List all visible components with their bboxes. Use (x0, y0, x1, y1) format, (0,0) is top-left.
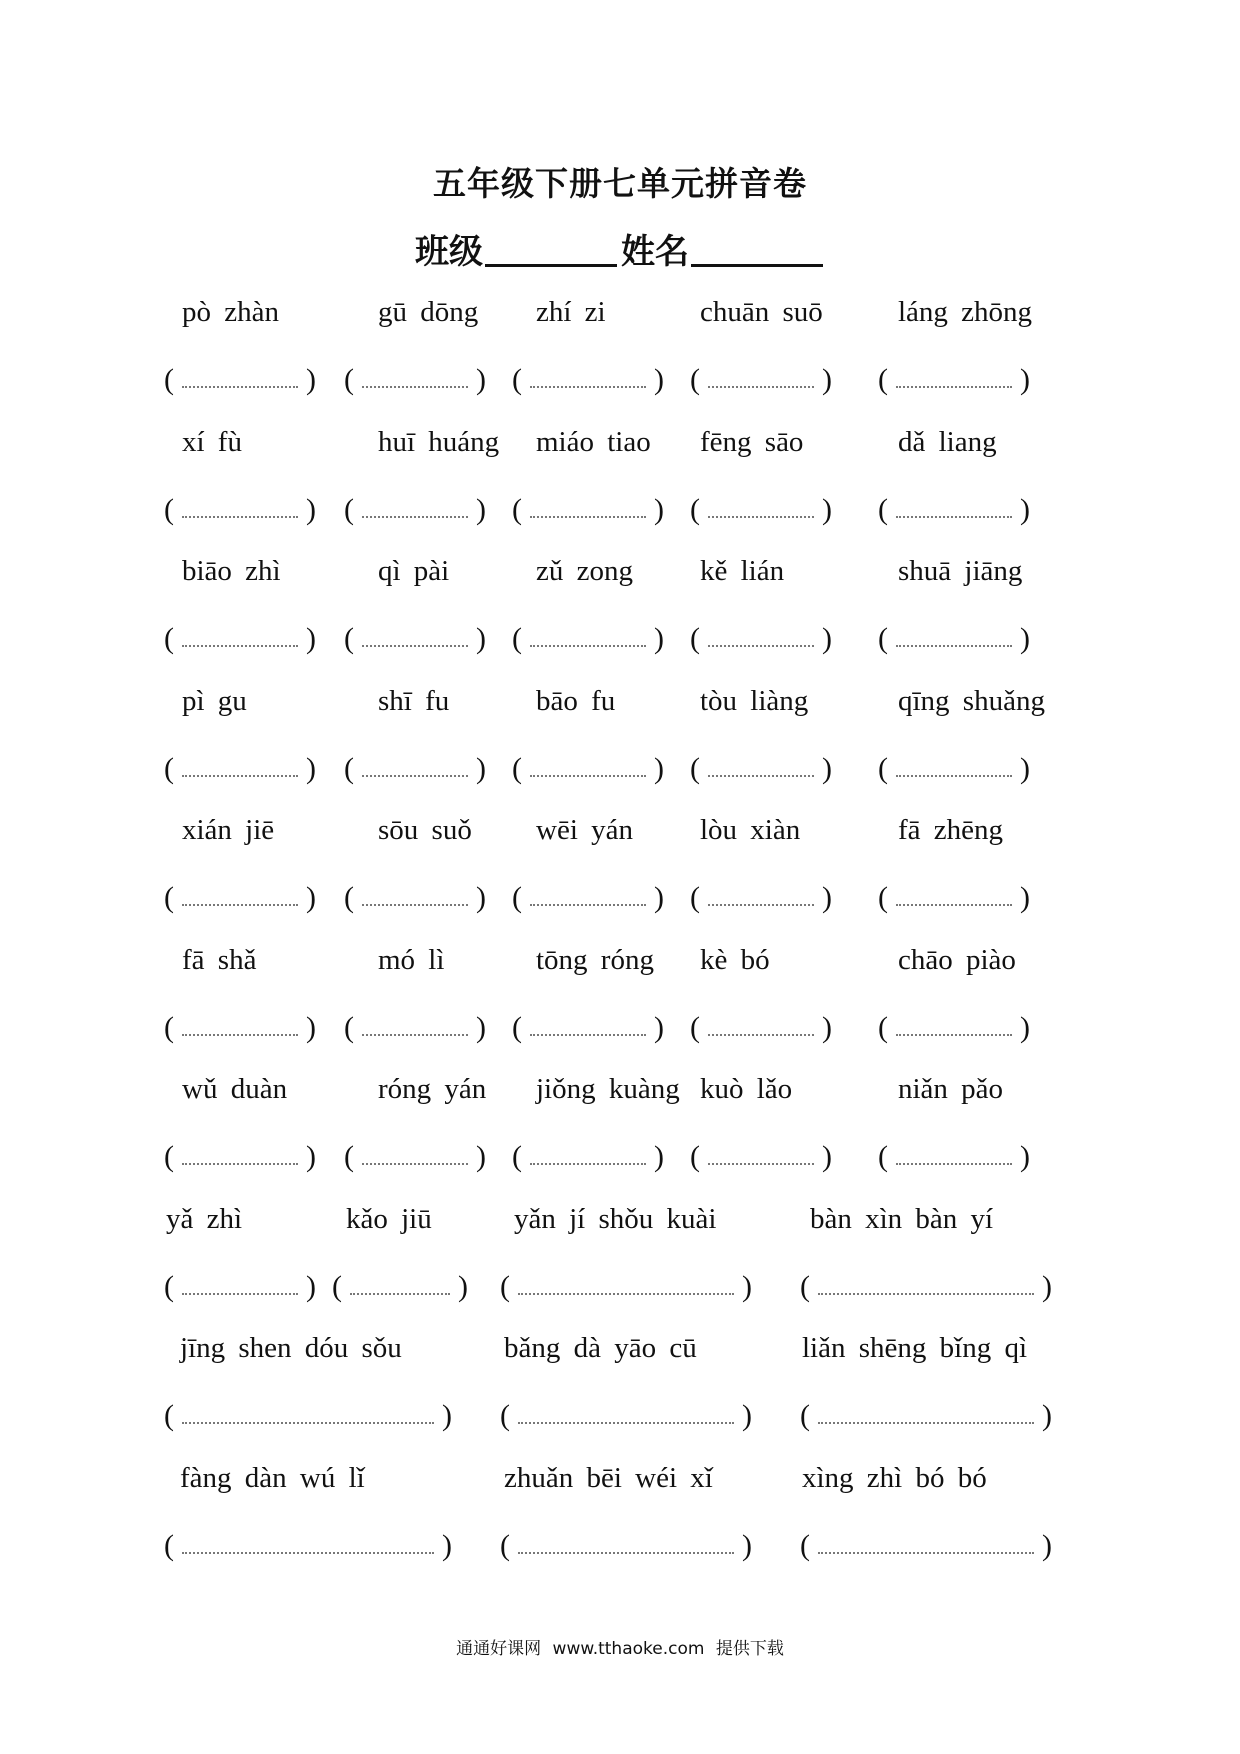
open-paren: ( (344, 1010, 354, 1044)
close-paren: ) (742, 1528, 752, 1562)
pinyin-word: sōu suǒ (378, 814, 472, 846)
answer-row (0, 360, 1240, 400)
pinyin-word: zhuǎn bēi wéi xǐ (504, 1461, 713, 1494)
pinyin-word: bǎng dà yāo cū (504, 1332, 697, 1364)
dotted-line (708, 775, 814, 777)
pinyin-word: liǎn shēng bǐng qì (802, 1332, 1028, 1364)
close-paren: ) (476, 492, 486, 526)
pinyin-word: shī fu (378, 684, 450, 717)
answer-row (0, 490, 1240, 530)
pinyin-word: yǎn jí shǒu kuài (514, 1202, 717, 1235)
close-paren: ) (822, 363, 832, 396)
close-paren: ) (1042, 1528, 1052, 1562)
dotted-line (530, 645, 646, 647)
pinyin-row (0, 296, 1240, 336)
answer-blank[interactable] (878, 490, 1030, 530)
open-paren: ( (690, 751, 700, 785)
close-paren: ) (822, 1010, 832, 1044)
answer-blank[interactable] (878, 878, 1030, 918)
answer-blank[interactable] (512, 490, 664, 530)
close-paren: ) (306, 881, 316, 914)
pinyin-word: jīng shen dóu sǒu (180, 1332, 402, 1364)
pinyin-word: pò zhàn (182, 296, 279, 328)
dotted-line (182, 1293, 298, 1295)
dotted-line (182, 516, 298, 518)
pinyin-word: zǔ zong (536, 555, 633, 587)
answer-blank[interactable] (800, 1267, 1052, 1307)
page-footer: 通通好课网 www.tthaoke.com 提供下载 (456, 1639, 784, 1659)
dotted-line (518, 1293, 734, 1295)
open-paren: ( (344, 881, 354, 914)
pinyin-word: bàn xìn bàn yí (810, 1202, 994, 1235)
dotted-line (708, 1034, 814, 1036)
open-paren: ( (690, 1010, 700, 1044)
answer-blank[interactable] (878, 619, 1030, 659)
pinyin-word: fēng sāo (700, 425, 804, 458)
pinyin-word: bāo fu (536, 684, 616, 717)
open-paren: ( (344, 492, 354, 526)
pinyin-row (0, 1203, 1240, 1243)
close-paren: ) (654, 492, 664, 526)
answer-blank[interactable] (164, 490, 316, 530)
pinyin-row (0, 1332, 1240, 1372)
dotted-line (896, 386, 1012, 388)
dotted-line (182, 1552, 434, 1554)
open-paren: ( (512, 622, 522, 655)
answer-blank[interactable] (164, 1008, 316, 1048)
close-paren: ) (654, 1140, 664, 1173)
pinyin-row (0, 1462, 1240, 1502)
answer-blank[interactable] (164, 878, 316, 918)
close-paren: ) (822, 881, 832, 914)
close-paren: ) (306, 622, 316, 655)
answer-blank[interactable] (690, 360, 832, 400)
open-paren: ( (164, 751, 174, 785)
answer-row (0, 1137, 1240, 1177)
open-paren: ( (164, 622, 174, 655)
answer-blank[interactable] (690, 878, 832, 918)
open-paren: ( (500, 1528, 510, 1562)
pinyin-word: lòu xiàn (700, 814, 801, 846)
answer-blank[interactable] (512, 1137, 664, 1177)
close-paren: ) (822, 1140, 832, 1173)
pinyin-word: qì pài (378, 555, 450, 587)
dotted-line (362, 386, 468, 388)
open-paren: ( (878, 622, 888, 655)
pinyin-word: xí fù (182, 425, 242, 458)
pinyin-word: huī huáng (378, 425, 500, 458)
answer-blank[interactable] (878, 360, 1030, 400)
open-paren: ( (344, 751, 354, 785)
pinyin-word: tōng róng (536, 943, 654, 976)
answer-blank[interactable] (344, 749, 486, 789)
open-paren: ( (878, 751, 888, 785)
pinyin-word: tòu liàng (700, 684, 809, 717)
close-paren: ) (476, 881, 486, 914)
dotted-line (708, 516, 814, 518)
dotted-line (182, 904, 298, 906)
open-paren: ( (878, 1140, 888, 1173)
open-paren: ( (512, 1140, 522, 1173)
pinyin-word: qīng shuǎng (898, 684, 1045, 717)
class-label: 班级 (415, 232, 483, 272)
open-paren: ( (332, 1269, 342, 1303)
close-paren: ) (822, 492, 832, 526)
pinyin-row (0, 1073, 1240, 1113)
pinyin-word: yǎ zhì (166, 1202, 243, 1235)
dotted-line (896, 645, 1012, 647)
answer-blank[interactable] (878, 1008, 1030, 1048)
answer-blank[interactable] (344, 619, 486, 659)
close-paren: ) (742, 1399, 752, 1432)
pinyin-word: róng yán (378, 1073, 487, 1105)
open-paren: ( (878, 1010, 888, 1044)
pinyin-word: fā shǎ (182, 943, 257, 976)
dotted-line (362, 516, 468, 518)
answer-blank[interactable] (500, 1396, 752, 1436)
dotted-line (182, 1163, 298, 1165)
answer-row (0, 1008, 1240, 1048)
answer-blank[interactable] (512, 360, 664, 400)
answer-blank[interactable] (164, 360, 316, 400)
answer-blank[interactable] (690, 619, 832, 659)
dotted-line (530, 775, 646, 777)
answer-blank[interactable] (344, 878, 486, 918)
answer-blank[interactable] (512, 878, 664, 918)
dotted-line (530, 1163, 646, 1165)
answer-row (0, 619, 1240, 659)
pinyin-word: kǎo jiū (346, 1202, 432, 1235)
pinyin-word: niǎn pǎo (898, 1073, 1004, 1105)
dotted-line (530, 904, 646, 906)
open-paren: ( (690, 1140, 700, 1173)
open-paren: ( (512, 751, 522, 785)
page-title: 五年级下册七单元拼音卷 (433, 164, 807, 203)
answer-blank[interactable] (500, 1526, 752, 1566)
pinyin-word: shuā jiāng (898, 555, 1023, 587)
answer-blank[interactable] (800, 1396, 1052, 1436)
pinyin-word: láng zhōng (898, 296, 1033, 328)
dotted-line (708, 386, 814, 388)
answer-row (0, 1526, 1240, 1566)
open-paren: ( (164, 881, 174, 914)
open-paren: ( (164, 363, 174, 396)
dotted-line (362, 775, 468, 777)
answer-blank[interactable] (512, 749, 664, 789)
close-paren: ) (1020, 363, 1030, 396)
pinyin-word: xián jiē (182, 814, 275, 846)
pinyin-word: kuò lǎo (700, 1073, 793, 1105)
close-paren: ) (822, 622, 832, 655)
open-paren: ( (500, 1269, 510, 1303)
close-paren: ) (822, 751, 832, 785)
answer-blank[interactable] (690, 490, 832, 530)
answer-blank[interactable] (690, 749, 832, 789)
close-paren: ) (654, 1010, 664, 1044)
dotted-line (530, 386, 646, 388)
answer-blank[interactable] (164, 619, 316, 659)
dotted-line (182, 1034, 298, 1036)
close-paren: ) (1020, 881, 1030, 914)
answer-blank[interactable] (164, 1137, 316, 1177)
open-paren: ( (878, 881, 888, 914)
answer-blank[interactable] (878, 1137, 1030, 1177)
close-paren: ) (442, 1399, 452, 1432)
open-paren: ( (164, 1399, 174, 1432)
close-paren: ) (654, 751, 664, 785)
dotted-line (896, 1034, 1012, 1036)
open-paren: ( (512, 1010, 522, 1044)
answer-blank[interactable] (164, 1526, 452, 1566)
dotted-line (896, 1163, 1012, 1165)
pinyin-row (0, 555, 1240, 595)
answer-row (0, 878, 1240, 918)
close-paren: ) (476, 751, 486, 785)
open-paren: ( (164, 492, 174, 526)
pinyin-word: wēi yán (536, 814, 633, 846)
close-paren: ) (1020, 751, 1030, 785)
dotted-line (362, 645, 468, 647)
close-paren: ) (306, 363, 316, 396)
open-paren: ( (878, 492, 888, 526)
pinyin-word: kě lián (700, 555, 785, 587)
pinyin-word: fàng dàn wú lǐ (180, 1461, 365, 1494)
dotted-line (530, 1034, 646, 1036)
close-paren: ) (476, 1010, 486, 1044)
open-paren: ( (164, 1010, 174, 1044)
pinyin-row (0, 685, 1240, 725)
close-paren: ) (458, 1269, 468, 1303)
pinyin-word: zhí zi (536, 296, 606, 328)
answer-blank[interactable] (344, 1008, 486, 1048)
dotted-line (518, 1422, 734, 1424)
dotted-line (362, 1163, 468, 1165)
answer-blank[interactable] (344, 490, 486, 530)
pinyin-word: dǎ liang (898, 425, 997, 458)
pinyin-word: chāo piào (898, 943, 1016, 976)
answer-blank[interactable] (690, 1137, 832, 1177)
pinyin-word: pì gu (182, 684, 247, 717)
open-paren: ( (878, 363, 888, 396)
close-paren: ) (1042, 1269, 1052, 1303)
dotted-line (182, 775, 298, 777)
pinyin-word: jiǒng kuàng (536, 1073, 680, 1105)
pinyin-word: fā zhēng (898, 814, 1004, 846)
close-paren: ) (1020, 1140, 1030, 1173)
dotted-line (818, 1422, 1034, 1424)
open-paren: ( (800, 1528, 810, 1562)
close-paren: ) (654, 881, 664, 914)
close-paren: ) (476, 1140, 486, 1173)
dotted-line (896, 516, 1012, 518)
open-paren: ( (800, 1399, 810, 1432)
dotted-line (182, 645, 298, 647)
dotted-line (708, 904, 814, 906)
answer-row (0, 1267, 1240, 1307)
answer-blank[interactable] (512, 1008, 664, 1048)
answer-blank[interactable] (164, 749, 316, 789)
close-paren: ) (476, 363, 486, 396)
answer-blank[interactable] (344, 1137, 486, 1177)
close-paren: ) (306, 1269, 316, 1303)
close-paren: ) (442, 1528, 452, 1562)
open-paren: ( (344, 622, 354, 655)
open-paren: ( (800, 1269, 810, 1303)
open-paren: ( (512, 492, 522, 526)
dotted-line (362, 1034, 468, 1036)
pinyin-word: kè bó (700, 943, 770, 976)
name-label: 姓名 (621, 232, 689, 272)
pinyin-word: biāo zhì (182, 555, 281, 587)
dotted-line (362, 904, 468, 906)
dotted-line (708, 1163, 814, 1165)
dotted-line (182, 1422, 434, 1424)
pinyin-word: miáo tiao (536, 425, 651, 458)
close-paren: ) (1020, 622, 1030, 655)
close-paren: ) (1042, 1399, 1052, 1432)
open-paren: ( (500, 1399, 510, 1432)
answer-blank[interactable] (500, 1267, 752, 1307)
close-paren: ) (476, 622, 486, 655)
close-paren: ) (306, 751, 316, 785)
pinyin-word: gū dōng (378, 296, 479, 328)
dotted-line (708, 645, 814, 647)
close-paren: ) (654, 363, 664, 396)
open-paren: ( (690, 363, 700, 396)
dotted-line (818, 1293, 1034, 1295)
answer-row (0, 1396, 1240, 1436)
answer-blank[interactable] (344, 360, 486, 400)
dotted-line (182, 386, 298, 388)
close-paren: ) (654, 622, 664, 655)
answer-blank[interactable] (164, 1396, 452, 1436)
pinyin-row (0, 814, 1240, 854)
pinyin-word: wǔ duàn (182, 1073, 288, 1105)
open-paren: ( (512, 881, 522, 914)
open-paren: ( (690, 622, 700, 655)
answer-blank[interactable] (332, 1267, 468, 1307)
open-paren: ( (164, 1528, 174, 1562)
answer-blank[interactable] (512, 619, 664, 659)
open-paren: ( (690, 492, 700, 526)
dotted-line (896, 904, 1012, 906)
answer-blank[interactable] (800, 1526, 1052, 1566)
pinyin-row (0, 944, 1240, 984)
close-paren: ) (742, 1269, 752, 1303)
dotted-line (818, 1552, 1034, 1554)
dotted-line (896, 775, 1012, 777)
answer-blank[interactable] (690, 1008, 832, 1048)
open-paren: ( (344, 363, 354, 396)
answer-blank[interactable] (878, 749, 1030, 789)
pinyin-row (0, 426, 1240, 466)
open-paren: ( (512, 363, 522, 396)
open-paren: ( (344, 1140, 354, 1173)
answer-blank[interactable] (164, 1267, 316, 1307)
open-paren: ( (164, 1269, 174, 1303)
dotted-line (518, 1552, 734, 1554)
close-paren: ) (306, 492, 316, 526)
open-paren: ( (690, 881, 700, 914)
close-paren: ) (306, 1010, 316, 1044)
open-paren: ( (164, 1140, 174, 1173)
pinyin-word: xìng zhì bó bó (802, 1461, 987, 1494)
dotted-line (350, 1293, 450, 1295)
pinyin-word: mó lì (378, 943, 445, 976)
dotted-line (530, 516, 646, 518)
answer-row (0, 749, 1240, 789)
close-paren: ) (1020, 1010, 1030, 1044)
close-paren: ) (306, 1140, 316, 1173)
close-paren: ) (1020, 492, 1030, 526)
pinyin-word: chuān suō (700, 296, 823, 328)
